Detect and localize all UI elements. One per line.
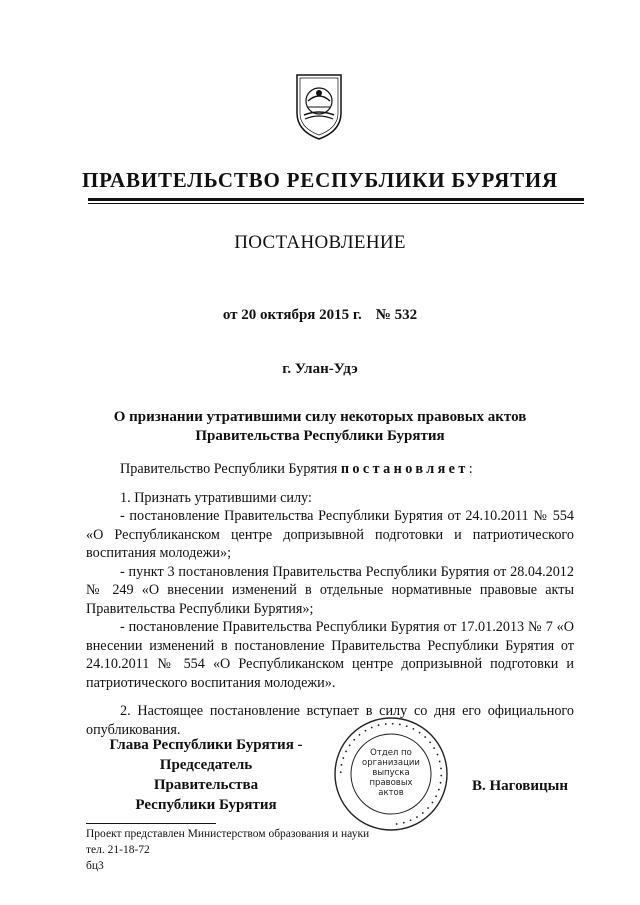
header-divider-thin — [88, 203, 584, 204]
document-subject — [100, 408, 540, 446]
coat-of-arms-emblem — [293, 73, 345, 141]
item-2: 2. Настоящее постановление вступает в силу со дня его официального опубликования. — [86, 703, 574, 738]
item-1-a: - постановление Правительства Республики Бурятия от 24.10.2011 № 554 «О Республиканском центре допризывной подготовки и патриотического воспитания молодежи»; — [86, 508, 574, 561]
subject-line-2: Правительства Республики Бурятия — [195, 428, 445, 444]
date-number-line — [0, 307, 640, 324]
document-type: ПОСТАНОВЛЕНИЕ — [234, 232, 406, 253]
footer-divider — [86, 823, 216, 824]
item-1-b: - пункт 3 постановления Правительства Республики Бурятия от 28.04.2012 № 249 «О внесении изменений в отдельные нормативные правовые акты Правительства Республики Бурятия»; — [86, 563, 574, 617]
position-line-1: Глава Республики Бурятия - — [109, 737, 303, 753]
preamble-text: Правительство Республики Бурятия — [120, 461, 341, 477]
stamp-line-5: актов — [378, 788, 404, 798]
position-line-2: Председатель Правительства — [153, 757, 259, 793]
government-title: ПРАВИТЕЛЬСТВО РЕСПУБЛИКИ БУРЯТИЯ — [81, 168, 558, 192]
position-line-3: Республики Бурятия — [135, 797, 277, 813]
stamp-line-1: Отдел по — [370, 748, 412, 758]
footer-line-1: Проект представлен Министерством образования и науки — [86, 828, 370, 840]
official-stamp — [329, 715, 453, 833]
document-body — [86, 460, 574, 739]
document-city: г. Улан-Удэ — [282, 361, 358, 377]
svg-text:• • • • • • • • • • • • • • •: • • • • • • • • • • • • • • • • • • • • • • • • • • • • • • • • • — [337, 720, 445, 827]
footer-notes — [86, 826, 369, 874]
preamble-decree-word: постановляет — [340, 461, 469, 477]
footer-phone: тел. 21-18-72 — [86, 844, 150, 856]
footer-code: бц3 — [86, 860, 104, 872]
preamble-colon: : — [468, 461, 473, 477]
stamp-line-3: выпуска — [372, 768, 410, 778]
document-number: № 532 — [375, 307, 418, 323]
item-1-title: 1. Признать утратившими силу: — [120, 489, 312, 506]
signatory-position — [108, 735, 304, 815]
signatory-name: В. Наговицын — [472, 778, 568, 794]
preamble — [86, 460, 574, 479]
header-divider-thick — [88, 198, 584, 201]
subject-line-1: О признании утратившими силу некоторых правовых актов — [113, 409, 527, 425]
document-date: от 20 октября 2015 г. — [222, 307, 362, 323]
stamp-line-2: организации — [362, 758, 420, 768]
stamp-line-4: правовых — [369, 778, 413, 788]
item-1-c: - постановление Правительства Республики Бурятия от 17.01.2013 № 7 «О внесении изменений в постановление Правительства Республики Бурятия от 24.10.2011 № 554 «О Республиканском центре допризывной подготовки и патриотического воспитания молодежи». — [86, 619, 574, 691]
